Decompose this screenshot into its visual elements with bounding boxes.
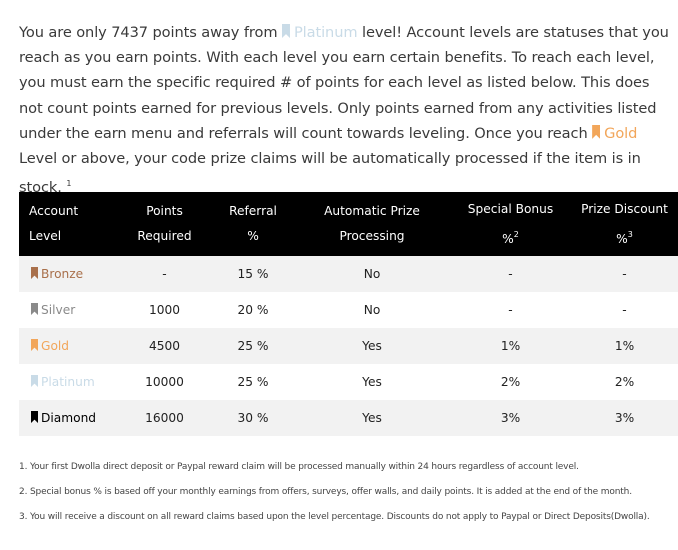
special-bonus-cell: 2%: [500, 375, 521, 389]
gold-level-badge: [592, 125, 637, 142]
footnote-ref-1: 1: [66, 179, 72, 189]
table-row: [19, 364, 678, 400]
auto-processing-cell: Yes: [362, 339, 382, 353]
bookmark-icon: [31, 267, 38, 279]
referral-percent-header: [212, 192, 294, 256]
points-required-cell: 10000: [145, 375, 184, 389]
points-required-cell: -: [162, 267, 167, 281]
prize-discount-header: [571, 192, 678, 256]
header-line: %: [247, 229, 259, 243]
referral-percent-cell: 30 %: [237, 411, 269, 425]
prize-discount-cell: 2%: [614, 375, 635, 389]
header-line: Required: [137, 229, 192, 243]
level-name-cell: [19, 400, 117, 436]
header-line: Level: [29, 229, 62, 243]
level-name-cell: [19, 256, 117, 292]
special-bonus-cell: -: [508, 267, 513, 281]
prize-discount-cell: -: [622, 303, 627, 317]
auto-processing-cell: No: [363, 267, 381, 281]
bookmark-icon: [31, 411, 38, 423]
level-name: Platinum: [41, 375, 95, 389]
header-line: Account: [29, 204, 79, 218]
next-level-name: Platinum: [293, 24, 358, 41]
special-bonus-cell: 3%: [500, 411, 521, 425]
level-name: Gold: [41, 339, 70, 353]
referral-percent-cell: 20 %: [237, 303, 269, 317]
level-name: Bronze: [41, 267, 84, 281]
header-line: Special Bonus: [467, 201, 554, 216]
level-name: Silver: [41, 303, 76, 317]
special-bonus-header: [450, 192, 571, 256]
auto-prize-processing-header: [294, 192, 450, 256]
footnote-3: 3. You will receive a discount on all reward claims based upon the level percentage. Discounts do not apply to Paypal or Direct Deposits(Dwolla).: [19, 512, 650, 522]
table-body: [19, 256, 678, 436]
footnote-1: 1. Your first Dwolla direct deposit or Paypal reward claim will be processed manually within 24 hours regardless of account level.: [19, 462, 579, 472]
bookmark-icon: [31, 339, 38, 351]
table-header-row: [19, 192, 678, 256]
points-required-cell: 4500: [148, 339, 181, 353]
intro-text-part1: You are only 7437 points away from: [19, 24, 282, 41]
next-level-badge: [282, 24, 358, 41]
header-line: Automatic Prize: [324, 204, 420, 218]
points-required-cell: 16000: [145, 411, 184, 425]
special-bonus-cell: 1%: [500, 339, 521, 353]
header-line: %: [616, 231, 628, 246]
bookmark-icon: [592, 125, 600, 139]
header-line: %: [502, 231, 514, 246]
special-bonus-cell: -: [508, 303, 513, 317]
points-required-cell: 1000: [148, 303, 181, 317]
header-line: Processing: [339, 229, 405, 243]
referral-percent-cell: 25 %: [237, 375, 269, 389]
account-level-header: [19, 192, 117, 256]
table-row: [19, 400, 678, 436]
header-footnote-ref: 2: [513, 229, 519, 239]
auto-processing-cell: No: [363, 303, 381, 317]
level-name-cell: [19, 292, 117, 328]
referral-percent-cell: 25 %: [237, 339, 269, 353]
level-name-cell: [19, 328, 117, 364]
level-name: Diamond: [41, 411, 97, 425]
bookmark-icon: [31, 303, 38, 315]
points-required-header: [117, 192, 212, 256]
intro-text-part3: Level or above, your code prize claims will be automatically processed if the item is in stock.: [19, 150, 641, 197]
header-line: Prize Discount: [581, 201, 668, 216]
account-levels-table: [19, 192, 678, 436]
prize-discount-cell: 3%: [614, 411, 635, 425]
footnotes: [19, 458, 674, 533]
header-line: Points: [146, 204, 183, 218]
levels-intro-text: [19, 20, 674, 200]
footnote-2: 2. Special bonus % is based off your monthly earnings from offers, surveys, offer walls, and daily points. It is added at the end of the month.: [19, 487, 632, 497]
table-row: [19, 328, 678, 364]
level-name-cell: [19, 364, 117, 400]
table-row: [19, 292, 678, 328]
referral-percent-cell: 15 %: [237, 267, 269, 281]
header-footnote-ref: 3: [627, 229, 633, 239]
auto-processing-cell: Yes: [362, 375, 382, 389]
prize-discount-cell: -: [622, 267, 627, 281]
table-row: [19, 256, 678, 292]
bookmark-icon: [282, 24, 290, 38]
prize-discount-cell: 1%: [614, 339, 635, 353]
auto-processing-cell: Yes: [362, 411, 382, 425]
gold-level-name: Gold: [604, 124, 638, 142]
header-line: Referral: [229, 204, 277, 218]
bookmark-icon: [31, 375, 38, 387]
intro-text-part2: level! Account levels are statuses that you reach as you earn points. With each level you earn certain benefits. To reach each level, you must earn the specific required # of points for each level as listed below. This does not count points earned for previous levels. Only points earned from any activities listed under the earn menu and referrals will count towards leveling. Once you reach: [19, 24, 669, 142]
